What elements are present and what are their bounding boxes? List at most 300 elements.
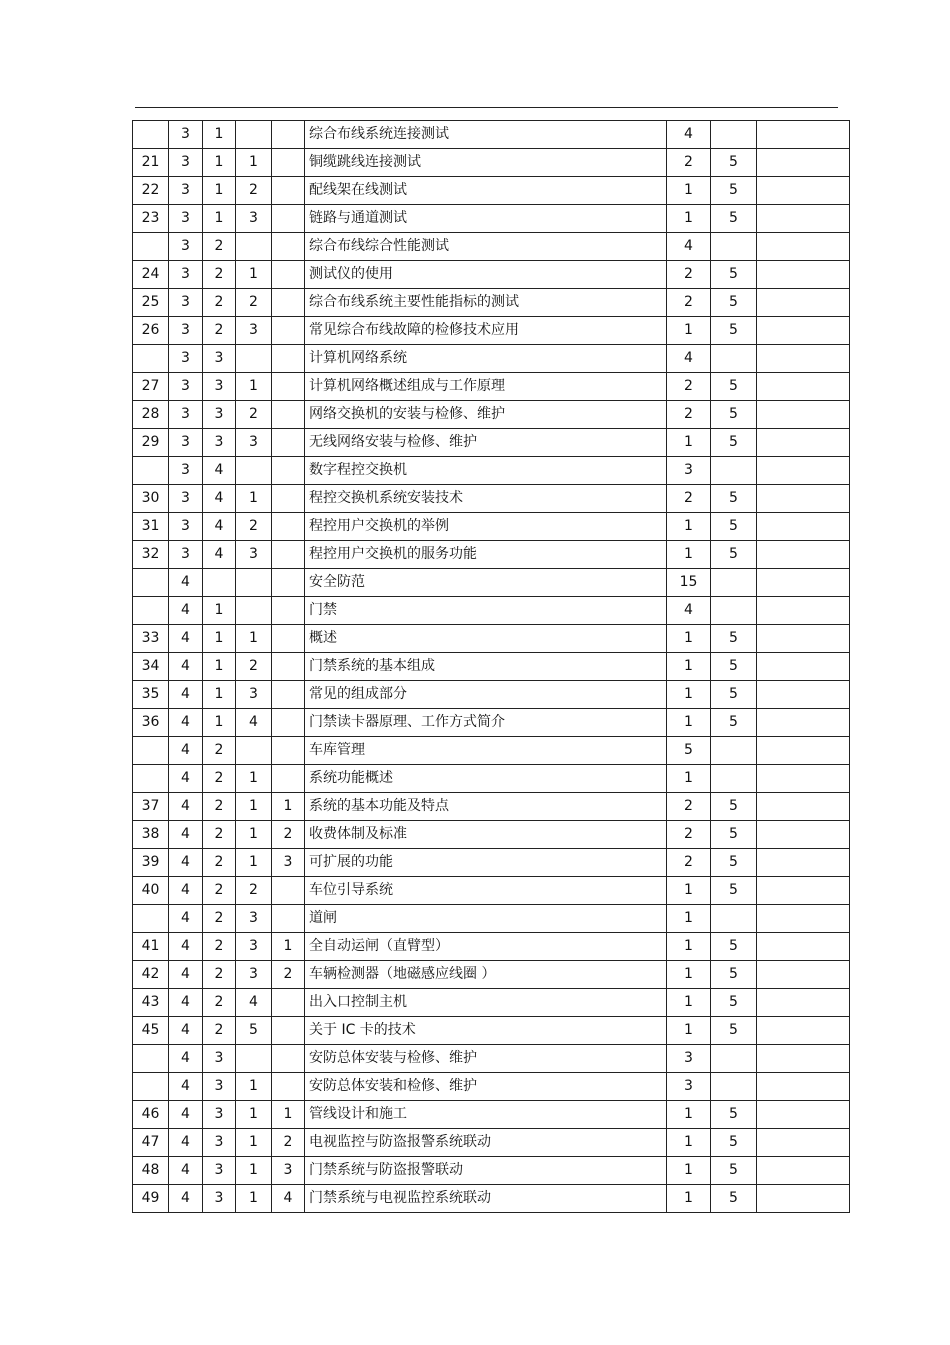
table-cell: 28: [133, 401, 169, 429]
table-cell-content: 车辆检测器（地磁感应线圈 ）: [305, 961, 667, 989]
table-cell: [757, 345, 850, 373]
table-cell: 5: [711, 205, 757, 233]
table-cell: 34: [133, 653, 169, 681]
table-cell: [711, 457, 757, 485]
table-cell: 3: [272, 1157, 305, 1185]
table-row: [133, 681, 850, 709]
table-cell: 3: [203, 1157, 236, 1185]
table-cell: [757, 737, 850, 765]
table-cell: 15: [667, 569, 711, 597]
table-cell: 5: [711, 961, 757, 989]
table-cell: [711, 121, 757, 149]
table-cell: 4: [169, 849, 203, 877]
table-row: [133, 1101, 850, 1129]
table-cell: [757, 597, 850, 625]
table-cell: [236, 737, 272, 765]
table-cell: 2: [667, 821, 711, 849]
table-cell: [711, 905, 757, 933]
table-cell: 22: [133, 177, 169, 205]
table-cell: [272, 317, 305, 345]
table-cell: 2: [667, 849, 711, 877]
table-row: [133, 905, 850, 933]
table-cell: 3: [203, 1073, 236, 1101]
table-cell: [757, 401, 850, 429]
table-cell: [757, 849, 850, 877]
table-cell: 2: [203, 1017, 236, 1045]
table-cell: 5: [711, 625, 757, 653]
table-cell: 5: [711, 1101, 757, 1129]
table-cell: [757, 261, 850, 289]
table-cell: 5: [711, 1017, 757, 1045]
table-cell: 3: [272, 849, 305, 877]
table-cell: 1: [667, 1129, 711, 1157]
table-cell: 4: [169, 877, 203, 905]
table-cell: 1: [667, 177, 711, 205]
table-cell: 1: [203, 205, 236, 233]
table-cell: 1: [236, 765, 272, 793]
table-row: [133, 1073, 850, 1101]
table-cell: 3: [169, 121, 203, 149]
table-row: [133, 821, 850, 849]
table-cell: 1: [236, 261, 272, 289]
table-cell: 1: [236, 149, 272, 177]
table-cell: 1: [667, 1017, 711, 1045]
table-cell: [272, 205, 305, 233]
table-cell: [757, 877, 850, 905]
table-cell: 4: [667, 345, 711, 373]
table-cell: [236, 121, 272, 149]
table-cell: [757, 485, 850, 513]
table-cell: 5: [711, 317, 757, 345]
table-cell: [272, 681, 305, 709]
table-cell: 29: [133, 429, 169, 457]
table-cell: 3: [203, 373, 236, 401]
table-cell: [711, 1045, 757, 1073]
table-cell: [272, 597, 305, 625]
table-cell: 3: [169, 233, 203, 261]
table-cell: 43: [133, 989, 169, 1017]
table-cell: [236, 345, 272, 373]
table-cell: 4: [169, 961, 203, 989]
table-cell: 4: [169, 1157, 203, 1185]
table-cell: 3: [169, 177, 203, 205]
table-cell: 4: [169, 933, 203, 961]
table-cell: 4: [169, 905, 203, 933]
table-row: [133, 989, 850, 1017]
table-cell: [711, 345, 757, 373]
table-cell: [236, 569, 272, 597]
table-cell: [757, 1017, 850, 1045]
table-row: [133, 849, 850, 877]
table-cell-content: 综合布线系统连接测试: [305, 121, 667, 149]
table-cell: [757, 681, 850, 709]
table-row: [133, 177, 850, 205]
table-cell: 4: [272, 1185, 305, 1213]
table-cell: 3: [236, 429, 272, 457]
table-cell: 5: [711, 877, 757, 905]
table-cell: 1: [667, 1157, 711, 1185]
table-cell: [757, 1157, 850, 1185]
table-cell: 5: [711, 373, 757, 401]
table-cell: 2: [667, 485, 711, 513]
table-cell: [133, 457, 169, 485]
page-header-rule: [135, 107, 838, 108]
table-cell-content: 门禁系统的基本组成: [305, 653, 667, 681]
table-cell: 5: [711, 653, 757, 681]
table-cell: [272, 261, 305, 289]
table-cell: [272, 1045, 305, 1073]
table-cell: 1: [236, 1185, 272, 1213]
table-cell: [757, 513, 850, 541]
table-cell: 1: [236, 373, 272, 401]
table-cell: 4: [203, 485, 236, 513]
table-cell: 5: [236, 1017, 272, 1045]
table-cell: 4: [169, 625, 203, 653]
table-cell: [133, 121, 169, 149]
table-cell: 3: [169, 289, 203, 317]
table-row: [133, 737, 850, 765]
table-cell: [272, 289, 305, 317]
table-cell: 5: [711, 429, 757, 457]
table-cell: [272, 485, 305, 513]
table-cell: 1: [667, 709, 711, 737]
table-cell-content: 车位引导系统: [305, 877, 667, 905]
table-cell: 3: [169, 205, 203, 233]
table-cell: 3: [169, 149, 203, 177]
table-cell-content: 门禁: [305, 597, 667, 625]
table-cell-content: 常见综合布线故障的检修技术应用: [305, 317, 667, 345]
table-cell: [711, 569, 757, 597]
table-row: [133, 373, 850, 401]
table-cell: [203, 569, 236, 597]
table-cell: [133, 345, 169, 373]
table-row: [133, 485, 850, 513]
table-cell: 27: [133, 373, 169, 401]
table-cell: [757, 1185, 850, 1213]
table-cell: [757, 821, 850, 849]
table-cell: [711, 233, 757, 261]
table-cell: 4: [169, 989, 203, 1017]
table-cell: [272, 989, 305, 1017]
table-cell: 1: [236, 625, 272, 653]
table-cell: [757, 541, 850, 569]
table-cell: 3: [236, 681, 272, 709]
table-cell: [272, 877, 305, 905]
table-cell-content: 安防总体安装与检修、维护: [305, 1045, 667, 1073]
table-cell: 3: [169, 485, 203, 513]
table-cell: [757, 961, 850, 989]
table-cell: 4: [203, 457, 236, 485]
table-cell: [133, 737, 169, 765]
table-cell: 1: [667, 765, 711, 793]
table-cell: 3: [236, 961, 272, 989]
table-cell: 5: [711, 1157, 757, 1185]
table-cell: 4: [169, 1101, 203, 1129]
table-cell: 4: [169, 569, 203, 597]
table-cell: 3: [203, 1129, 236, 1157]
table-cell-content: 电视监控与防盗报警系统联动: [305, 1129, 667, 1157]
table-cell: [757, 373, 850, 401]
table-cell-content: 关于 IC 卡的技术: [305, 1017, 667, 1045]
table-cell: 1: [667, 681, 711, 709]
table-cell-content: 程控用户交换机的服务功能: [305, 541, 667, 569]
table-cell: 3: [203, 401, 236, 429]
table-cell: [757, 1129, 850, 1157]
table-row: [133, 569, 850, 597]
table-cell: 4: [236, 989, 272, 1017]
table-cell: 1: [667, 989, 711, 1017]
table-cell: 2: [667, 149, 711, 177]
table-cell-content: 程控交换机系统安装技术: [305, 485, 667, 513]
table-cell: 2: [203, 961, 236, 989]
table-cell: 2: [203, 821, 236, 849]
table-cell: 42: [133, 961, 169, 989]
table-cell: [133, 569, 169, 597]
table-cell-content: 链路与通道测试: [305, 205, 667, 233]
table-cell: 3: [169, 513, 203, 541]
table-cell: 3: [169, 261, 203, 289]
table-cell: [272, 709, 305, 737]
table-cell: [133, 765, 169, 793]
table-cell-content: 程控用户交换机的举例: [305, 513, 667, 541]
table-cell: 48: [133, 1157, 169, 1185]
table-cell-content: 无线网络安装与检修、维护: [305, 429, 667, 457]
table-cell: 2: [236, 177, 272, 205]
table-cell: 21: [133, 149, 169, 177]
table-cell: 3: [169, 345, 203, 373]
table-cell: 1: [667, 541, 711, 569]
table-cell: 3: [667, 457, 711, 485]
table-cell-content: 道闸: [305, 905, 667, 933]
table-cell: [757, 933, 850, 961]
table-cell: [757, 289, 850, 317]
table-cell: [757, 765, 850, 793]
table-cell: 3: [169, 401, 203, 429]
table-cell: [757, 429, 850, 457]
table-cell: 4: [169, 681, 203, 709]
table-cell-content: 铜缆跳线连接测试: [305, 149, 667, 177]
table-cell: 2: [203, 233, 236, 261]
table-cell: 2: [667, 289, 711, 317]
table-cell: 4: [169, 653, 203, 681]
table-cell-content: 门禁系统与电视监控系统联动: [305, 1185, 667, 1213]
table-cell-content: 计算机网络系统: [305, 345, 667, 373]
table-cell: [757, 205, 850, 233]
table-cell: 36: [133, 709, 169, 737]
table-cell: 5: [711, 401, 757, 429]
table-cell-content: 系统的基本功能及特点: [305, 793, 667, 821]
table-cell: 32: [133, 541, 169, 569]
table-row: [133, 597, 850, 625]
table-cell: [272, 541, 305, 569]
table-cell: 1: [272, 933, 305, 961]
table-cell: [757, 625, 850, 653]
table-cell: [133, 1045, 169, 1073]
table-cell: 4: [169, 793, 203, 821]
table-cell: [272, 401, 305, 429]
table-cell: 2: [667, 373, 711, 401]
table-cell: [236, 597, 272, 625]
table-cell: [236, 1045, 272, 1073]
table-cell-content: 概述: [305, 625, 667, 653]
table-cell: 5: [711, 821, 757, 849]
table-cell: 3: [236, 317, 272, 345]
table-cell: [757, 905, 850, 933]
table-cell: 1: [667, 513, 711, 541]
table-cell: 4: [169, 597, 203, 625]
table-cell: [272, 177, 305, 205]
table-cell: 40: [133, 877, 169, 905]
table-cell: [272, 1073, 305, 1101]
table-cell: 4: [169, 1073, 203, 1101]
table-cell: 1: [667, 653, 711, 681]
table-cell: 1: [236, 485, 272, 513]
table-cell: 4: [667, 233, 711, 261]
table-cell-content: 收费体制及标准: [305, 821, 667, 849]
table-cell: 1: [236, 1101, 272, 1129]
table-cell-content: 测试仪的使用: [305, 261, 667, 289]
table-cell: 5: [711, 1185, 757, 1213]
table-cell: [272, 373, 305, 401]
table-cell-content: 综合布线综合性能测试: [305, 233, 667, 261]
table-cell: [272, 1017, 305, 1045]
table-cell: 4: [667, 121, 711, 149]
table-cell: 3: [236, 933, 272, 961]
table-cell: 3: [236, 541, 272, 569]
table-cell: 4: [667, 597, 711, 625]
table-cell-content: 安防总体安装和检修、维护: [305, 1073, 667, 1101]
table-cell: 1: [236, 1157, 272, 1185]
table-cell-content: 出入口控制主机: [305, 989, 667, 1017]
table-cell-content: 管线设计和施工: [305, 1101, 667, 1129]
table-cell: [272, 513, 305, 541]
table-cell: 4: [169, 737, 203, 765]
table-cell: 2: [236, 289, 272, 317]
table-cell: 2: [667, 793, 711, 821]
table-row: [133, 513, 850, 541]
table-cell: [133, 597, 169, 625]
table-row: [133, 401, 850, 429]
table-cell: 1: [236, 849, 272, 877]
table-cell: [711, 597, 757, 625]
table-cell: 3: [203, 345, 236, 373]
table-cell: 3: [169, 541, 203, 569]
table-cell: 1: [236, 1129, 272, 1157]
table-cell: 2: [236, 653, 272, 681]
table-cell: 4: [169, 1017, 203, 1045]
table-cell: 3: [169, 373, 203, 401]
table-cell: 30: [133, 485, 169, 513]
table-cell: 1: [667, 625, 711, 653]
table-cell: [757, 989, 850, 1017]
table-cell: 2: [236, 877, 272, 905]
table-cell: 4: [169, 1045, 203, 1073]
table-cell: [757, 149, 850, 177]
table-cell: 3: [169, 317, 203, 345]
table-cell: [711, 1073, 757, 1101]
table-cell: 35: [133, 681, 169, 709]
table-cell: 45: [133, 1017, 169, 1045]
table-cell: [272, 737, 305, 765]
table-cell: 47: [133, 1129, 169, 1157]
table-cell-content: 系统功能概述: [305, 765, 667, 793]
table-cell: 1: [203, 597, 236, 625]
table-cell: [272, 149, 305, 177]
table-cell: 3: [203, 1045, 236, 1073]
table-cell: 5: [667, 737, 711, 765]
table-cell: 5: [711, 709, 757, 737]
table-cell: 1: [203, 709, 236, 737]
table-cell: [757, 457, 850, 485]
table-cell: 1: [272, 1101, 305, 1129]
table-cell: 5: [711, 485, 757, 513]
table-cell-content: 车库管理: [305, 737, 667, 765]
table-cell: 2: [203, 317, 236, 345]
table-cell-content: 全自动运闸（直臂型）: [305, 933, 667, 961]
table-cell: 2: [236, 401, 272, 429]
table-cell: 3: [236, 905, 272, 933]
table-cell: [272, 653, 305, 681]
table-cell: 1: [236, 793, 272, 821]
table-cell: 2: [203, 765, 236, 793]
table-cell-content: 门禁读卡器原理、工作方式简介: [305, 709, 667, 737]
table-cell: 3: [203, 429, 236, 457]
table-cell: [757, 793, 850, 821]
table-cell: [236, 233, 272, 261]
table-cell: 3: [203, 1185, 236, 1213]
table-cell: 2: [203, 849, 236, 877]
table-cell: 2: [272, 1129, 305, 1157]
table-row: [133, 261, 850, 289]
table-cell: 1: [203, 149, 236, 177]
table-cell: 1: [667, 1101, 711, 1129]
table-cell: 1: [667, 933, 711, 961]
table-cell: [711, 765, 757, 793]
table-cell: 37: [133, 793, 169, 821]
table-cell: 1: [667, 961, 711, 989]
table-cell: [272, 345, 305, 373]
table-row: [133, 1045, 850, 1073]
table-cell: 5: [711, 541, 757, 569]
table-cell-content: 数字程控交换机: [305, 457, 667, 485]
table-cell: 5: [711, 681, 757, 709]
table-row: [133, 1129, 850, 1157]
table-cell: [272, 625, 305, 653]
table-cell: 1: [667, 877, 711, 905]
table-cell: [133, 233, 169, 261]
table-cell: 4: [203, 513, 236, 541]
table-cell: [272, 429, 305, 457]
table-cell: 24: [133, 261, 169, 289]
table-cell: 1: [236, 821, 272, 849]
table-row: [133, 149, 850, 177]
table-row: [133, 457, 850, 485]
table-row: [133, 1017, 850, 1045]
table-cell: 4: [169, 709, 203, 737]
table-cell: 5: [711, 849, 757, 877]
table-cell: 2: [203, 905, 236, 933]
table-row: [133, 961, 850, 989]
table-cell: 1: [667, 205, 711, 233]
table-cell: [757, 569, 850, 597]
table-cell: 49: [133, 1185, 169, 1213]
table-cell: 2: [236, 513, 272, 541]
table-row: [133, 289, 850, 317]
table-cell: 3: [169, 429, 203, 457]
table-cell: [757, 233, 850, 261]
table-row: [133, 1185, 850, 1213]
table-cell: [757, 1101, 850, 1129]
